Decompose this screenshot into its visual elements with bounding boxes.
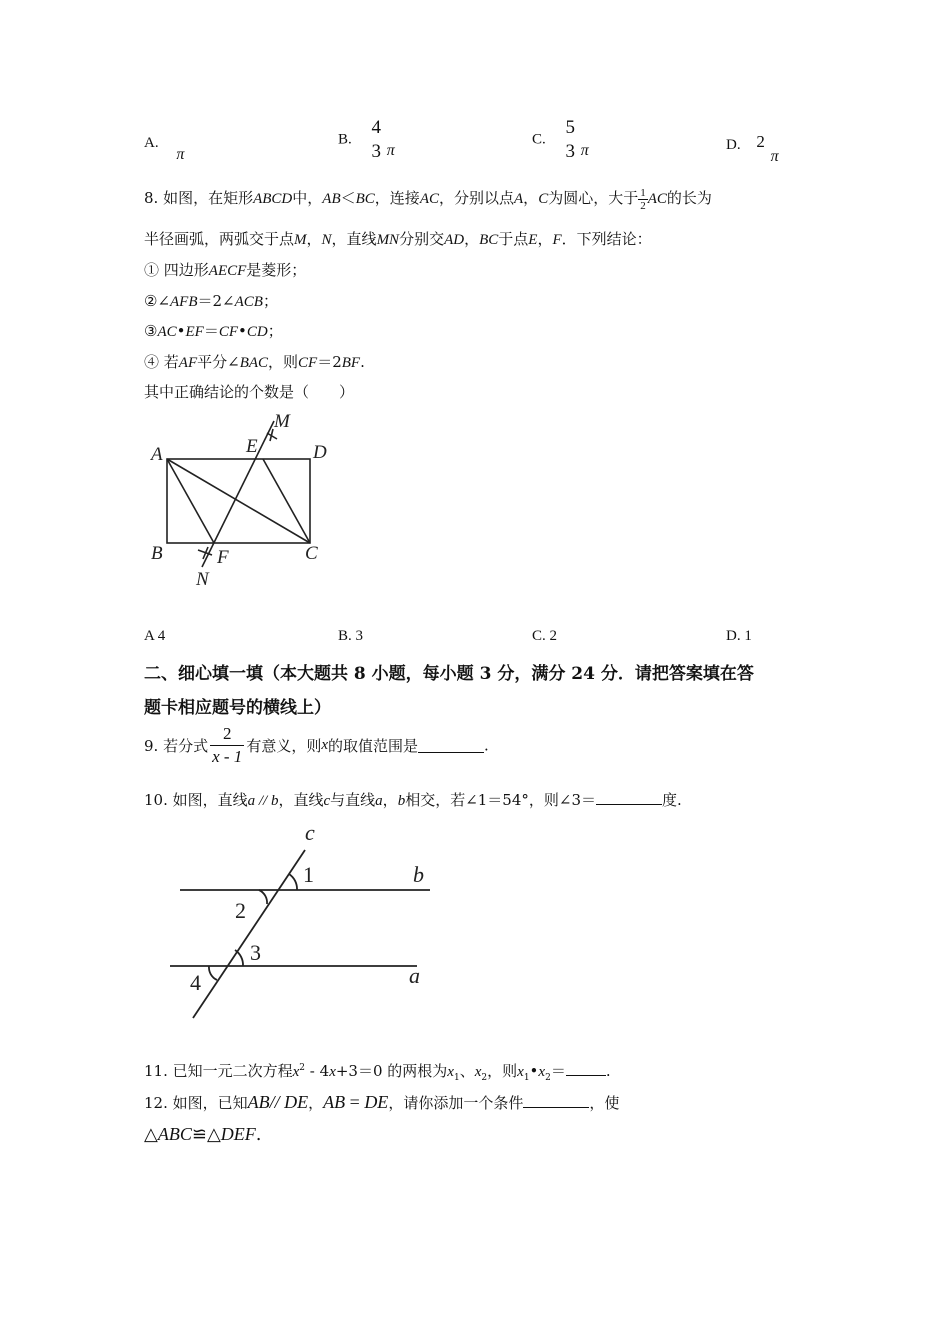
math: c [323,793,331,809]
math: ACB [234,294,263,310]
math: EF [185,324,204,340]
q12-line2 [144,1124,262,1145]
math: x [447,1064,454,1080]
angle-label-1: 1 [303,862,314,887]
text: 度. [662,791,682,809]
fraction [564,116,578,164]
math: E [528,232,538,248]
congruent-symbol: ≌ [191,1124,207,1145]
text: ， [523,189,539,207]
text: 是菱形； [246,261,307,279]
answer-blank[interactable] [566,1061,606,1076]
arc-mark-n [198,547,212,559]
math: AC [157,324,177,340]
option-label: B. [338,131,352,148]
subscript: 2 [545,1073,551,1083]
math: DE [284,1092,309,1112]
math: ABC [157,1124,192,1144]
option-label: A. [144,135,159,151]
text: ，连接 [374,189,420,207]
math: DE [364,1092,389,1112]
label-b: b [413,862,424,887]
label-c: c [305,820,315,845]
label-a: a [409,963,420,988]
math: MN [376,232,400,248]
denominator: 2 [640,199,646,212]
math: A [514,191,524,207]
q8-question: 其中正确结论的个数是（ ） [144,383,355,401]
text: 的长为 [666,189,712,207]
math: = [345,1092,365,1112]
answer-blank[interactable] [596,790,662,805]
segment-ec [263,459,310,543]
text: ．下列结论： [561,230,652,248]
q7-option-d [726,132,779,165]
text: 11. 已知一元二次方程 [144,1062,293,1080]
q9 [144,723,489,768]
math: CF [218,324,238,340]
math: AF [178,355,198,371]
text: . [255,1124,262,1145]
math: N [321,232,332,248]
math: b [397,793,406,809]
math: DEF [220,1124,256,1144]
text: ① 四边形 [144,261,209,279]
text: 平分∠ [197,353,240,371]
math: AB [323,1092,346,1112]
math: x [292,1064,300,1080]
math: x [329,1064,336,1080]
angle-label-2: 2 [235,898,246,923]
text: 9. 若分式 [144,737,209,755]
label-n: N [196,569,209,590]
numerator: 2 [222,724,232,743]
text: • [176,322,186,340]
fraction [210,723,244,768]
text: ＝2∠ [197,292,235,310]
q8-conclusion-1 [144,259,306,280]
text: ， [382,791,398,809]
text: ，直线 [331,230,377,248]
q8-line2 [144,228,652,249]
math: // [269,1092,285,1112]
math: x [321,737,328,753]
text: 8. 如图，在矩形 [144,189,254,207]
q12-line1 [144,1092,619,1113]
math: BF [341,355,361,371]
label-c: C [305,543,318,564]
numerator: 1 [640,186,646,199]
text: +3＝0 的两根为 [335,1062,448,1080]
line-mn [202,421,274,567]
text: • [238,322,247,340]
label-m: M [274,411,290,432]
segment-af [167,459,214,543]
text: ，分别以点 [438,189,514,207]
text: ＝ [203,322,219,340]
q7-option-c [532,116,589,164]
numerator: 4 [371,117,382,138]
denominator: 3 [565,141,576,162]
text: ，请你添加一个条件 [388,1094,524,1112]
label-a: A [151,444,163,465]
label-f: F [217,547,229,568]
math: x [538,1064,546,1080]
option-value: 2 [756,132,765,151]
subscript: 1 [523,1073,530,1083]
q8-conclusion-2 [144,290,278,311]
denominator: 3 [371,141,382,162]
text: 10. 如图，直线 [144,791,248,809]
text: . [360,353,365,371]
text: 为圆心，大于 [548,189,639,207]
angle-arc-1 [289,874,297,890]
text: ，则 [268,353,299,371]
option-value: π [386,142,395,160]
math: x [474,1064,482,1080]
math: a [247,793,256,809]
section2-heading-line2: 题卡相应题号的横线上） [144,698,331,718]
text: 有意义，则 [246,737,322,755]
line-c [193,850,305,1018]
text: ， [306,230,322,248]
math: // [255,793,271,809]
math: BAC [239,355,269,371]
label-b: B [151,543,163,564]
math: M [294,232,307,248]
math: x [517,1064,524,1080]
text: 中， [292,189,323,207]
math: AFB [170,294,198,310]
text: . [605,1062,611,1080]
q8-line1 [144,182,712,215]
text: ， [308,1094,324,1112]
q7-option-b [338,116,395,164]
option-label: C. [532,131,546,148]
math: a [375,793,383,809]
diagonal-ac [167,459,310,543]
q8-choice-a: A 4 [144,628,166,644]
subscript: 2 [481,1073,488,1083]
fraction [638,187,648,212]
text: ，使 [589,1094,620,1112]
angle-arc-4 [209,966,217,980]
math: AB [247,1092,270,1112]
q10 [144,789,682,810]
text: ，则 [487,1062,518,1080]
text: • [529,1062,539,1080]
math: b [270,793,279,809]
option-value: π [580,142,589,160]
math: AD [444,232,465,248]
text: ， [537,230,553,248]
option-value: π [176,146,185,163]
option-label: D. [726,137,741,153]
text: 于点 [498,230,529,248]
numerator: 5 [565,117,576,138]
math: ABCD [253,191,293,207]
text: 分别交 [399,230,445,248]
superscript: 2 [299,1063,306,1073]
text: ， [464,230,480,248]
q8-conclusion-4 [144,351,365,372]
text: ＝ [550,1062,566,1080]
answer-blank[interactable] [418,738,484,753]
q8-choice-b: B. 3 [338,628,364,644]
math: AC [647,191,667,207]
text: ＜ [340,189,356,207]
triangle-symbol: △ [144,1124,158,1145]
math: AB [322,191,341,207]
angle-label-4: 4 [190,970,201,995]
triangle-symbol: △ [206,1124,221,1145]
q11 [144,1060,611,1083]
math: AECF [208,263,247,279]
math: BC [479,232,499,248]
q7-option-a [144,134,185,163]
text: 与直线 [330,791,376,809]
math: F [552,232,562,248]
math: AC [419,191,439,207]
q8-choice-c: C. 2 [532,628,558,644]
text: 半径画弧，两弧交于点 [144,230,295,248]
text: . [484,736,489,755]
option-value: π [770,148,779,165]
text: 、 [459,1062,475,1080]
text: ②∠ [144,292,171,310]
q8-conclusion-3 [144,320,283,341]
text: ＝2 [317,353,342,371]
q8-rectangle-figure [140,405,340,590]
label-d: D [313,442,327,463]
fraction [370,116,384,164]
math: C [538,191,549,207]
text: - 4 [305,1062,330,1080]
math: CD [246,324,268,340]
text: ，直线 [278,791,324,809]
subscript: 1 [453,1073,460,1083]
text: 12. 如图，已知 [144,1094,248,1112]
text: 的取值范围是 [328,737,419,755]
text: ； [262,292,278,310]
text: ③ [144,322,158,340]
denominator: x - 1 [212,747,243,766]
angle-label-3: 3 [250,940,261,965]
angle-arc-2 [259,890,267,904]
text: ； [267,322,283,340]
answer-blank[interactable] [523,1093,589,1108]
text: ④ 若 [144,353,179,371]
section2-heading-line1: 二、细心填一填（本大题共 8 小题，每小题 3 分，满分 24 分．请把答案填在答 [144,664,754,684]
q8-choice-d: D. 1 [726,628,752,644]
q10-parallel-lines-figure [165,820,445,1025]
math: BC [355,191,375,207]
text: 相交，若∠1＝54°，则∠3＝ [405,791,596,809]
math: CF [298,355,318,371]
label-e: E [246,436,258,457]
